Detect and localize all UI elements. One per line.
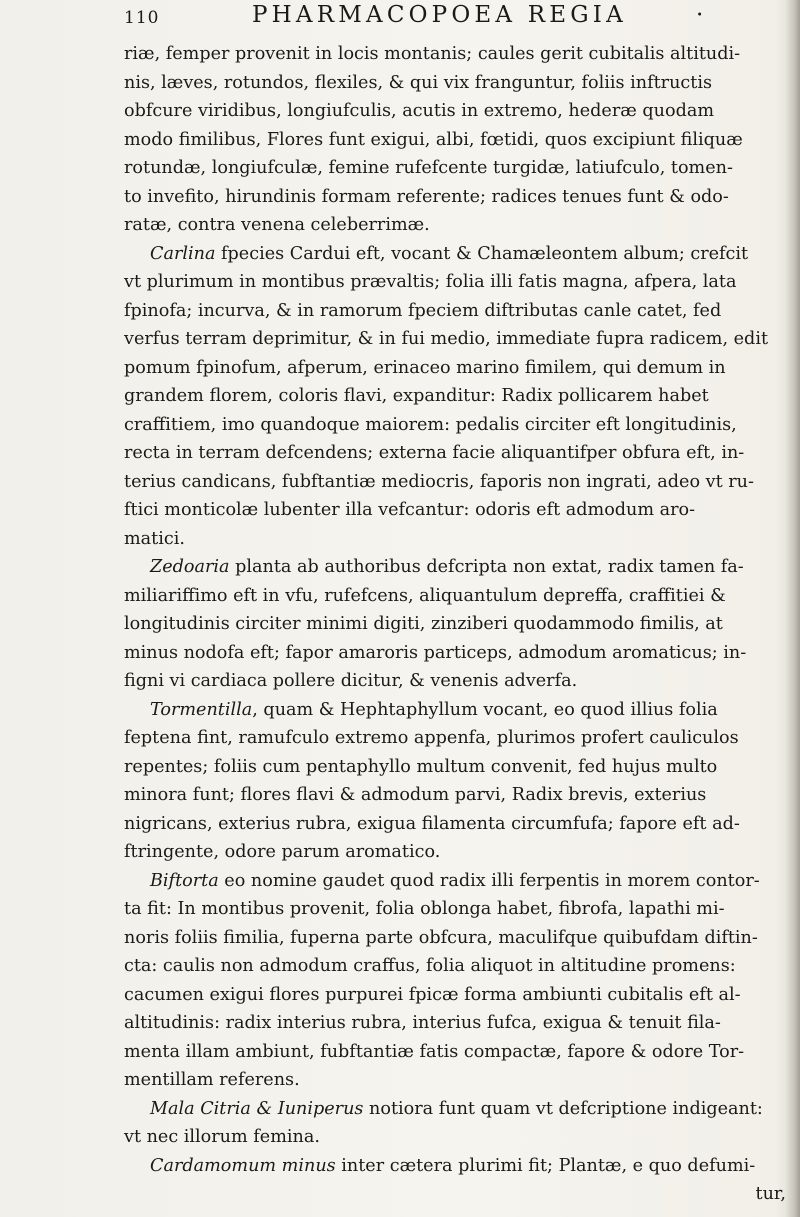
text-line xyxy=(124,1038,792,1067)
line-text: altitudinis: radix interius rubra, interius fufca, exigua & tenuit fila- xyxy=(124,1013,721,1033)
text-line xyxy=(124,867,792,896)
text-line xyxy=(124,69,792,98)
line-text: fpinofa; incurva, & in ramorum fpeciem diftributas canle catet, fed xyxy=(124,300,722,321)
text-line xyxy=(124,126,792,155)
text-line xyxy=(124,781,792,810)
line-text: noris foliis fimilia, fuperna parte obfcura, maculifque quibufdam diftin- xyxy=(124,927,758,948)
line-text: inter cætera plurimi fit; Plantæ, e quo defumi- xyxy=(335,1155,756,1176)
entry-term: Tormentilla xyxy=(150,699,253,720)
text-line xyxy=(124,97,792,126)
text-line xyxy=(124,496,792,525)
line-text: figni vi cardiaca pollere dicitur, & venenis adverfa. xyxy=(124,671,578,691)
text-line xyxy=(124,154,792,183)
header-ornament-dot: · xyxy=(696,2,706,28)
text-line xyxy=(124,468,792,497)
text-line xyxy=(124,924,792,953)
text-line xyxy=(124,753,792,782)
entry-term: Zedoaria xyxy=(150,557,230,577)
page-number: 110 xyxy=(124,8,160,28)
text-line xyxy=(124,639,792,668)
line-text: riæ, femper provenit in locis montanis; caules gerit cubitalis altitudi- xyxy=(124,44,741,64)
line-text: longitudinis circiter minimi digiti, zinziberi quodammodo fimilis, at xyxy=(124,614,723,634)
text-line xyxy=(124,895,792,924)
text-line xyxy=(124,667,792,696)
line-text: nis, læves, rotundos, flexiles, & qui vix franguntur, foliis inftructis xyxy=(124,72,712,93)
line-text: rotundæ, longiufculæ, femine rufefcente turgidæ, latiufculo, tomen- xyxy=(124,158,733,178)
text-line xyxy=(124,211,792,240)
line-text: feptena fint, ramufculo extremo appenfa, plurimos profert cauliculos xyxy=(124,728,739,748)
text-line xyxy=(124,183,792,212)
text-line xyxy=(124,297,792,326)
entry-term: Cardamomum minus xyxy=(150,1155,336,1176)
line-text: recta in terram defcendens; externa facie aliquantifper obfura eft, in- xyxy=(124,443,745,463)
entry-term: Carlina xyxy=(150,243,216,264)
text-line xyxy=(124,724,792,753)
text-line xyxy=(124,696,792,725)
text-line xyxy=(124,553,792,582)
text-line xyxy=(124,838,792,867)
page-header xyxy=(124,2,764,36)
running-title: PHARMACOPOEA REGIA xyxy=(252,2,627,28)
text-line xyxy=(124,582,792,611)
catchword: tur, xyxy=(755,1184,786,1204)
text-line xyxy=(124,1066,792,1095)
body-text xyxy=(124,40,792,1209)
text-line xyxy=(124,240,792,269)
text-line xyxy=(124,40,792,69)
entry-term: Mala Citria & Iuniperus xyxy=(150,1098,364,1119)
text-line xyxy=(124,610,792,639)
text-line xyxy=(124,952,792,981)
text-line xyxy=(124,1009,792,1038)
line-text: craffitiem, imo quandoque maiorem: pedalis circiter eft longitudinis, xyxy=(124,414,737,435)
line-text: verfus terram deprimitur, & in fui medio, immediate fupra radicem, edit xyxy=(124,329,769,349)
line-text: minus nodofa eft; fapor amaroris particeps, admodum aromaticus; in- xyxy=(124,642,747,663)
text-line xyxy=(124,810,792,839)
line-text: ratæ, contra venena celeberrimæ. xyxy=(124,215,430,235)
line-text: , quam & Hephtaphyllum vocant, eo quod illius folia xyxy=(252,699,718,720)
line-text: miliariffimo eft in vfu, rufefcens, aliquantulum depreffa, craffitiei & xyxy=(124,585,726,606)
line-text: ftici monticolæ lubenter illa vefcantur: odoris eft admodum aro- xyxy=(124,500,696,520)
line-text: modo fimilibus, Flores funt exigui, albi, fœtidi, quos excipiunt filiquæ xyxy=(124,129,743,150)
line-text: cta: caulis non admodum craffus, folia aliquot in altitudine promens: xyxy=(124,956,736,976)
line-text: minora funt; flores flavi & admodum parvi, Radix brevis, exterius xyxy=(124,785,707,805)
line-text: mentillam referens. xyxy=(124,1070,300,1090)
line-text: obfcure viridibus, longiufculis, acutis in extremo, hederæ quodam xyxy=(124,101,715,121)
line-text: fpecies Cardui eft, vocant & Chamæleontem album; crefcit xyxy=(215,243,749,264)
line-text: grandem florem, coloris flavi, expanditur: Radix pollicarem habet xyxy=(124,386,709,406)
text-line xyxy=(124,268,792,297)
line-text: eo nomine gaudet quod radix illi ferpentis in morem contor- xyxy=(218,870,760,891)
line-text: pomum fpinofum, afperum, erinaceo marino fimilem, qui demum in xyxy=(124,357,726,378)
line-text: matici. xyxy=(124,528,185,549)
line-text: notiora funt quam vt defcriptione indigeant: xyxy=(363,1098,763,1119)
text-line xyxy=(124,1095,792,1124)
line-text: vt nec illorum femina. xyxy=(124,1127,320,1147)
text-line xyxy=(124,411,792,440)
line-text: nigricans, exterius rubra, exigua filamenta circumfufa; fapore eft ad- xyxy=(124,813,740,834)
line-text: repentes; foliis cum pentaphyllo multum convenit, fed hujus multo xyxy=(124,756,718,777)
line-text: to invefito, hirundinis formam referente; radices tenues funt & odo- xyxy=(124,186,729,207)
line-text: cacumen exigui flores purpurei fpicæ forma ambiunti cubitalis eft al- xyxy=(124,984,741,1005)
text-line xyxy=(124,354,792,383)
text-line xyxy=(124,1152,792,1181)
line-text: vt plurimum in montibus prævaltis; folia illi fatis magna, afpera, lata xyxy=(124,272,737,292)
text-line xyxy=(124,981,792,1010)
line-text: terius candicans, fubftantiæ mediocris, faporis non ingrati, adeo vt ru- xyxy=(124,471,754,492)
text-line xyxy=(124,525,792,554)
line-text: planta ab authoribus defcripta non extat, radix tamen fa- xyxy=(229,557,744,577)
text-line xyxy=(124,325,792,354)
text-line xyxy=(124,1123,792,1152)
line-text: menta illam ambiunt, fubftantiæ fatis compactæ, fapore & odore Tor- xyxy=(124,1041,745,1062)
text-line xyxy=(124,382,792,411)
text-line xyxy=(124,439,792,468)
entry-term: Biftorta xyxy=(150,870,219,891)
line-text: ta fit: In montibus provenit, folia oblonga habet, fibrofa, lapathi mi- xyxy=(124,899,725,919)
line-text: ftringente, odore parum aromatico. xyxy=(124,842,441,862)
